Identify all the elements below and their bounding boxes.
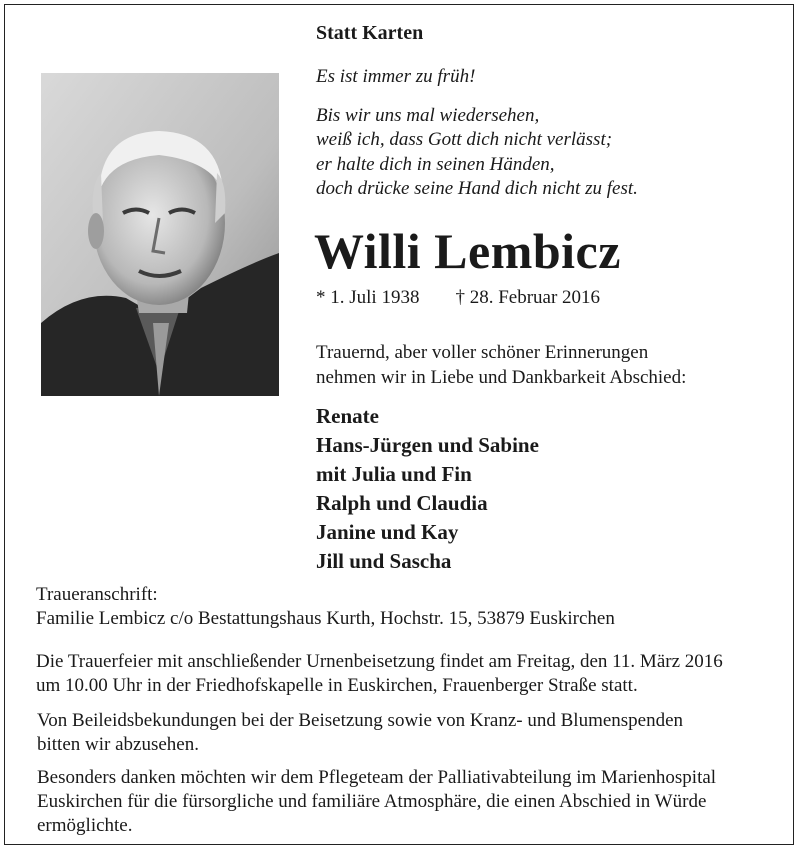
condolences-line: Von Beileidsbekundungen bei der Beisetzung sowie von Kranz- und Blumenspenden [37,710,684,731]
condolences-line: bitten wir abzusehen. [37,734,199,755]
intro-line: nehmen wir in Liebe und Dankbarkeit Abschied: [316,367,687,388]
poem-line: Bis wir uns mal wiedersehen, [316,104,540,126]
poem-line: weiß ich, dass Gott dich nicht verlässt; [316,129,613,150]
header-statt-karten: Statt Karten [316,22,424,44]
family-member: Hans-Jürgen und Sabine [316,433,539,457]
intro-text [316,340,686,390]
poem [316,65,638,202]
portrait-photo [41,73,279,396]
address-text: Familie Lembicz c/o Bestattungshaus Kurth, Hochstr. 15, 53879 Euskirchen [36,608,615,629]
family-member: Janine und Kay [316,520,459,544]
ceremony-line: um 10.00 Uhr in der Friedhofskapelle in Euskirchen, Frauenberger Straße statt. [36,675,638,696]
portrait-image [41,73,279,396]
poem-line: er halte dich in seinen Händen, [316,153,555,175]
address-label: Traueranschrift: [36,584,158,605]
family-member: Ralph und Claudia [316,491,488,515]
deceased-name: Willi Lembicz [314,223,621,279]
intro-line: Trauernd, aber voller schöner Erinnerungen [316,342,649,363]
birth-date: * 1. Juli 1938 [316,287,420,308]
family-member: mit Julia und Fin [316,462,472,486]
thanks-line: Euskirchen für die fürsorgliche und familiäre Atmosphäre, die einen Abschied in Würde [37,791,707,812]
ceremony-paragraph [36,650,723,698]
family-member: Renate [316,404,379,428]
address-block [36,583,615,631]
death-date: † 28. Februar 2016 [455,287,601,308]
family-member: Jill und Sascha [316,549,452,573]
family-list [316,402,539,576]
thanks-paragraph [37,766,716,838]
poem-line: doch drücke seine Hand dich nicht zu fest. [316,178,638,199]
poem-line: Es ist immer zu früh! [316,66,476,87]
life-dates [316,287,600,309]
ceremony-line: Die Trauerfeier mit anschließender Urnenbeisetzung findet am Freitag, den 11. März 2016 [36,651,723,672]
thanks-line: Besonders danken möchten wir dem Pflegeteam der Palliativabteilung im Marienhospital [37,767,717,788]
thanks-line: ermöglichte. [37,815,133,836]
condolences-paragraph [37,709,683,757]
